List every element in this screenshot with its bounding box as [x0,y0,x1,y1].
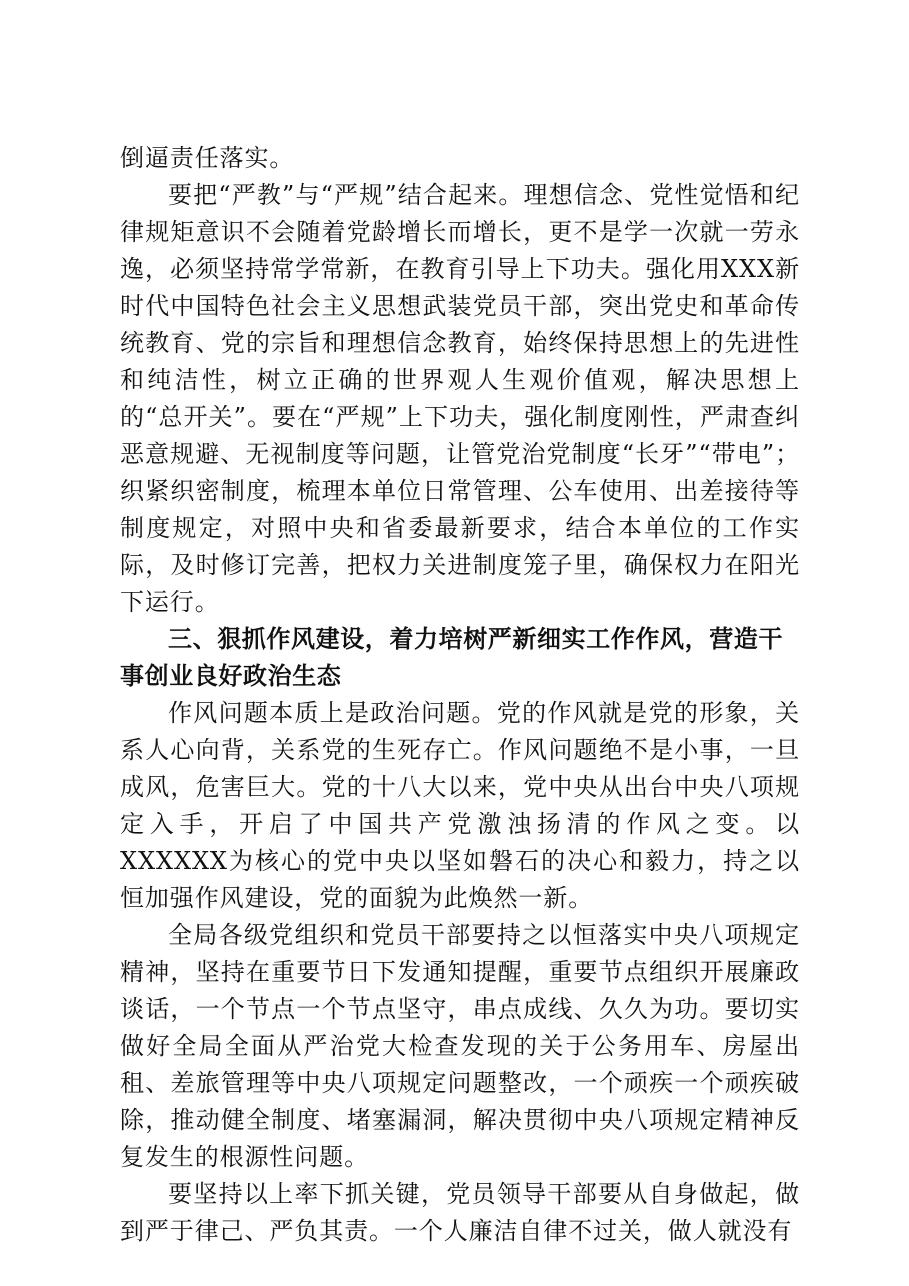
paragraph-strict-education-and-rules: 要把“严教”与“严规”结合起来。理想信念、党性觉悟和纪律规矩意识不会随着党龄增长而增长，更不是学一次就一劳永逸，必须坚持常学常新，在教育引导上下功夫。强化用XXX新时代中国特色社会主义思想武装党员干部，突出党史和革命传统教育、党的宗旨和理想信念教育，始终保持思想上的先进性和纯洁性，树立正确的世界观人生观价值观，解决思想上的“总开关”。要在“严规”上下功夫，强化制度刚性，严肃查纠恶意规避、无视制度等问题，让管党治党制度“长牙”“带电”；织紧织密制度，梳理本单位日常管理、公车使用、出差接待等制度规定，对照中央和省委最新要求，结合本单位的工作实际，及时修订完善，把权力关进制度笼子里，确保权力在阳光下运行。 [120,181,800,616]
section-heading-work-style: 三、狠抓作风建设，着力培树严新细实工作作风，营造干事创业良好政治生态 [120,625,783,690]
paragraph-work-style-political: 作风问题本质上是政治问题。党的作风就是党的形象，关系人心向背，关系党的生死存亡。作风问题绝不是小事，一旦成风，危害巨大。党的十八大以来，党中央从出台中央八项规定入手，开启了中国共产党激浊扬清的作风之变。以XXXXXX为核心的党中央以坚如磐石的决心和毅力，持之以恒加强作风建设，党的面貌为此焕然一新。 [120,699,800,912]
paragraph-lead-by-example: 要坚持以上率下抓关键，党员领导干部要从自身做起，做到严于律己、严负其责。一个人廉洁自律不过关，做人就没有 [120,1180,800,1245]
document-body [120,140,800,1250]
paragraph-eight-point-regulations: 全局各级党组织和党员干部要持之以恒落实中央八项规定精神，坚持在重要节日下发通知提醒，重要节点组织开展廉政谈话，一个节点一个节点坚守，串点成线、久久为功。要切实做好全局全面从严治党大检查发现的关于公务用车、房屋出租、差旅管理等中央八项规定问题整改，一个顽疾一个顽疾破除，推动健全制度、堵塞漏洞，解决贯彻中央八项规定精神反复发生的根源性问题。 [120,921,800,1171]
paragraph-continuation: 倒逼责任落实。 [120,144,295,172]
